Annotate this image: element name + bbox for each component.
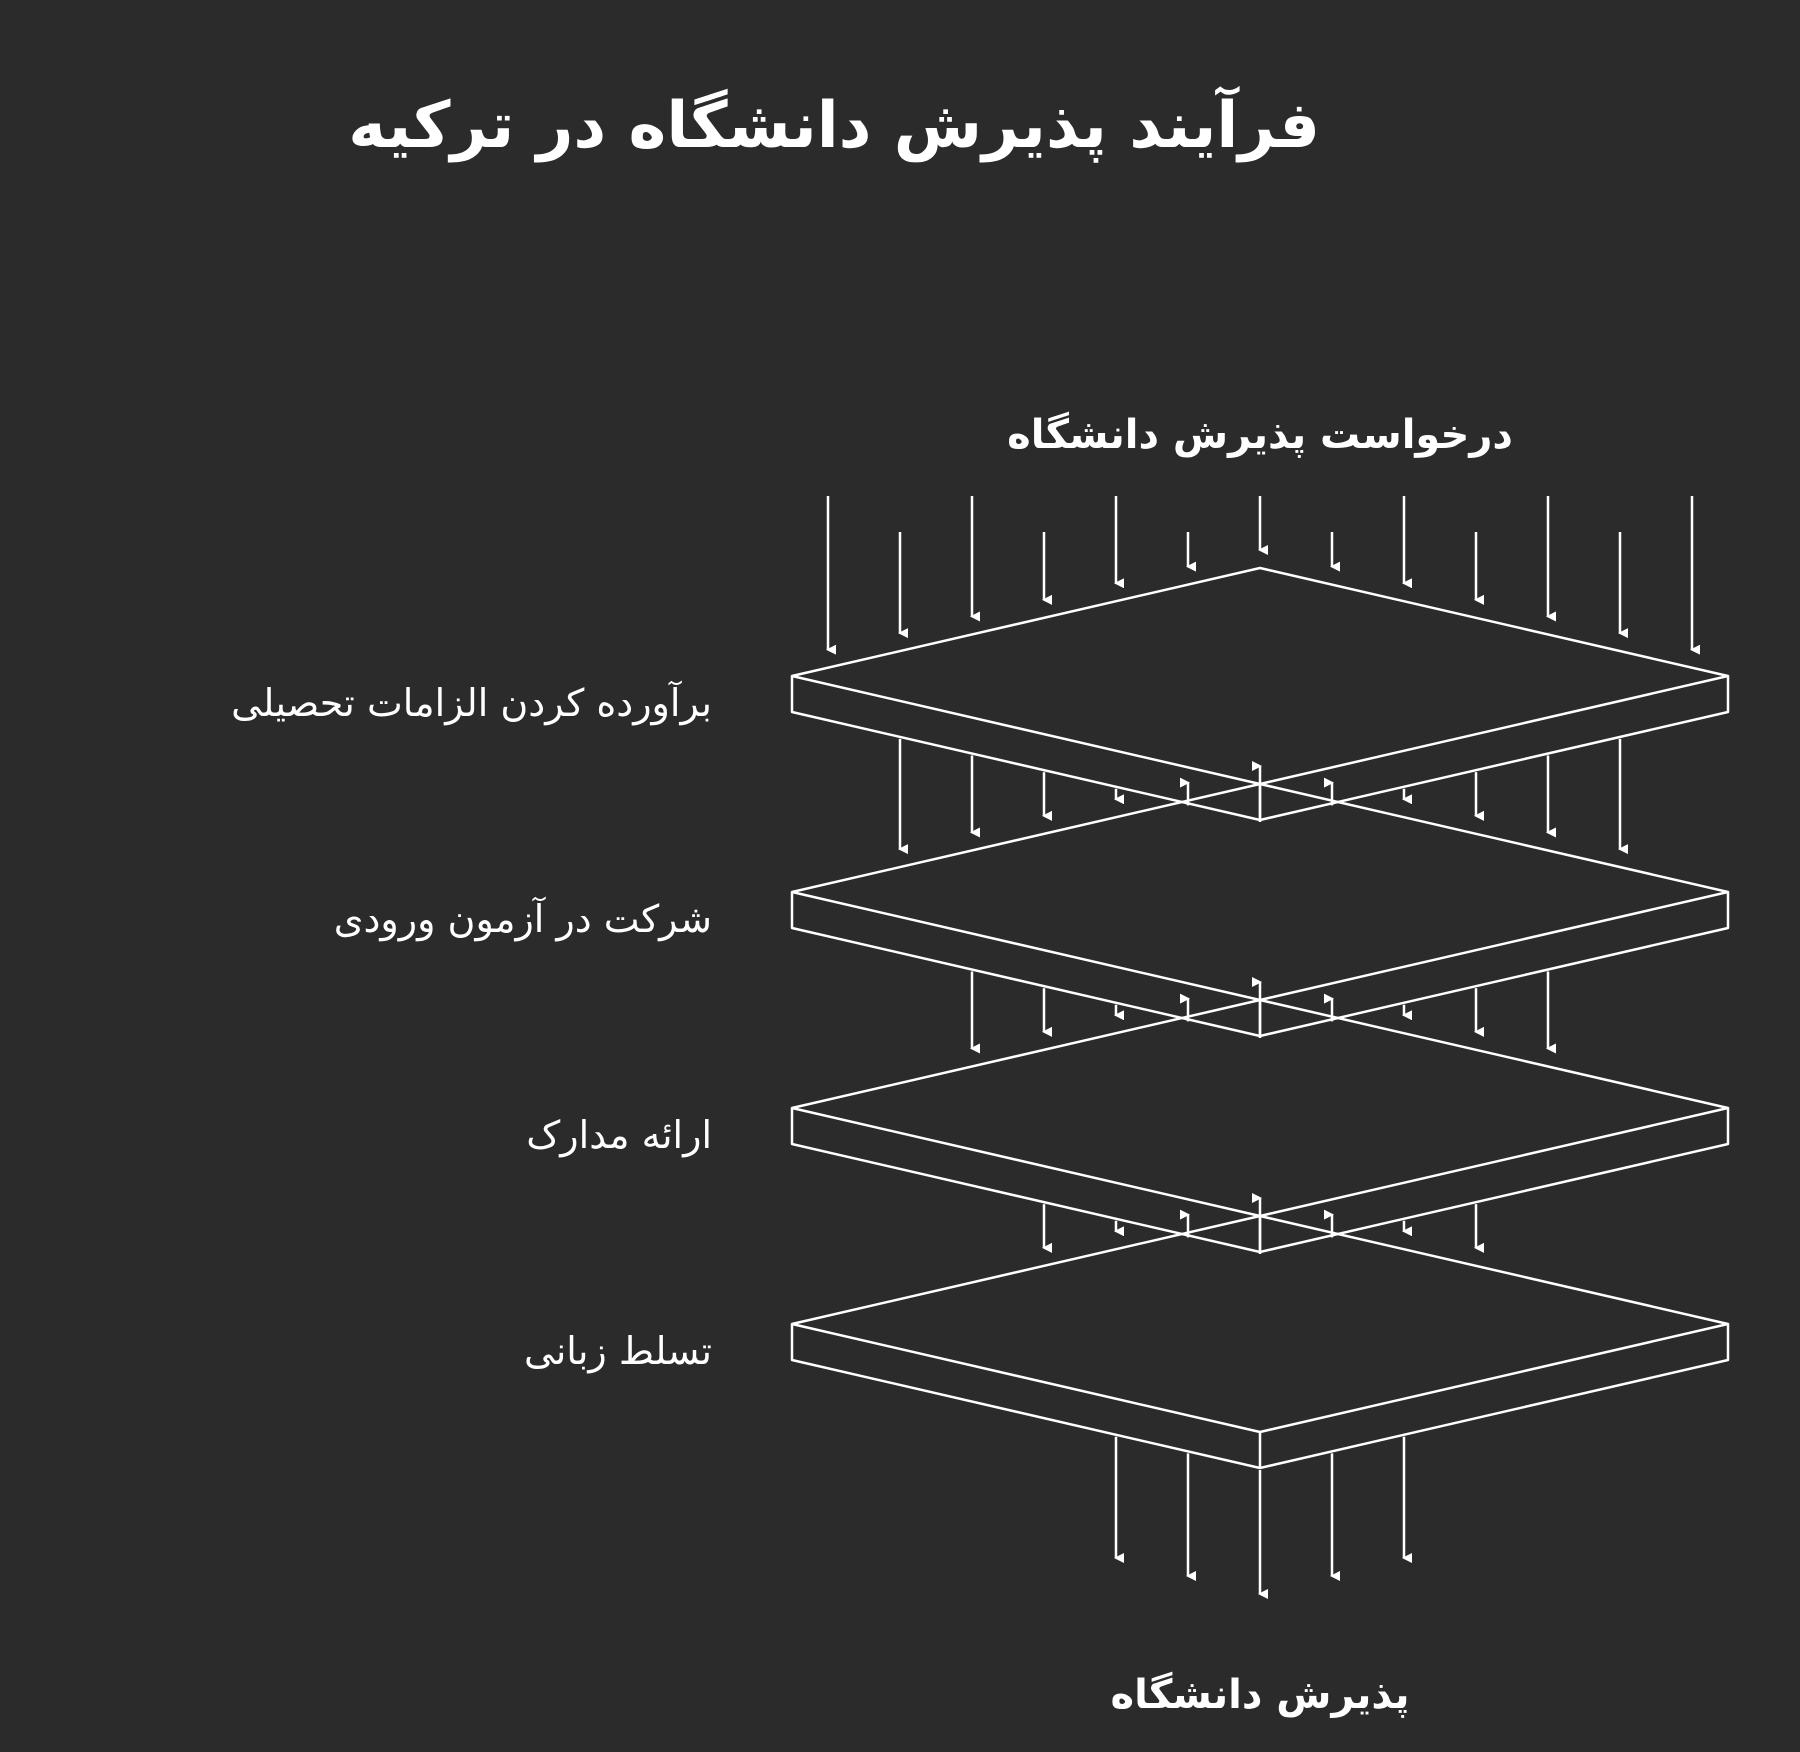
stage-label-2: شرکت در آزمون ورودی: [333, 897, 712, 941]
bottom-label: پذیرش دانشگاه: [1110, 1672, 1410, 1718]
stage-label-1: برآورده کردن الزامات تحصیلی: [231, 681, 712, 725]
top-label: درخواست پذیرش دانشگاه: [1007, 412, 1513, 458]
page-title: فرآیند پذیرش دانشگاه در ترکیه: [348, 89, 1320, 163]
flow-arrows: [828, 496, 1692, 1594]
layer-top-face: [792, 568, 1728, 784]
stage-label-3: ارائه مدارک: [526, 1113, 712, 1157]
stage-label-4: تسلط زبانی: [524, 1329, 712, 1373]
